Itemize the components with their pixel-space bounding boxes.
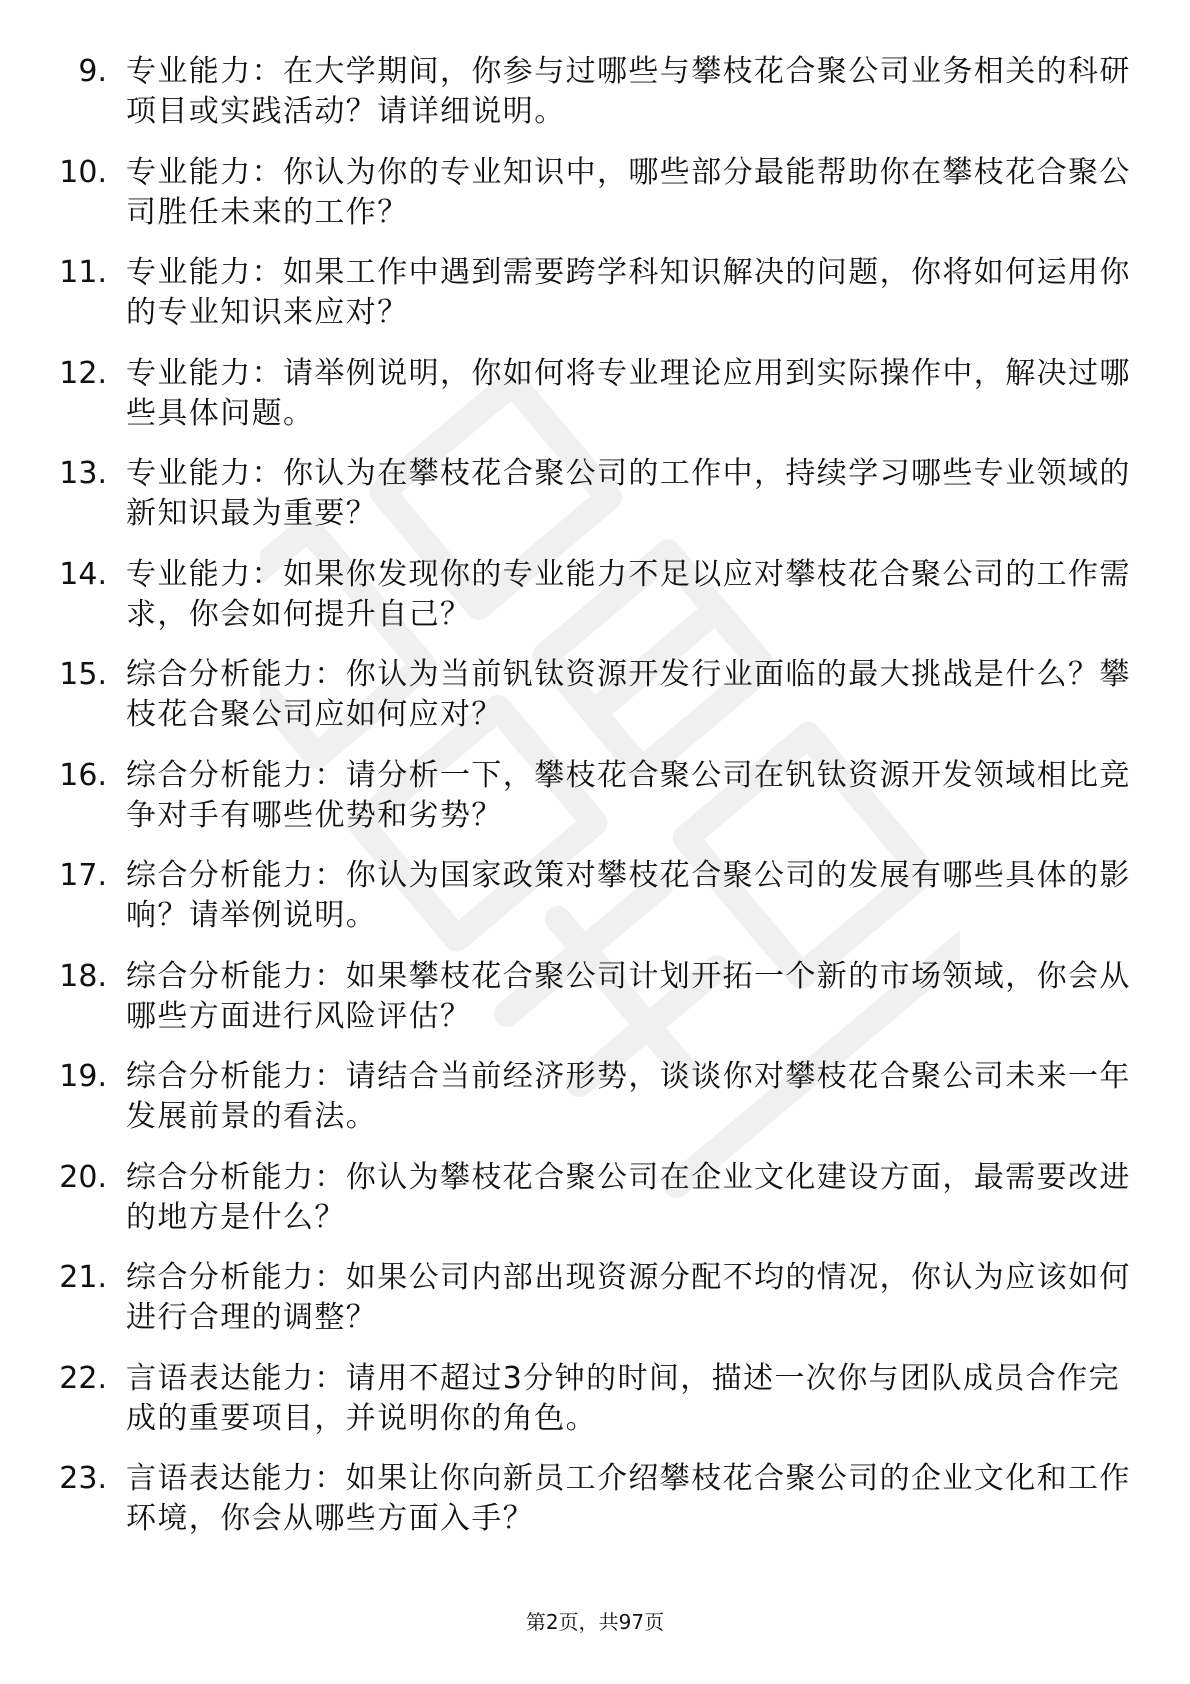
- question-text: 综合分析能力：你认为国家政策对攀枝花合聚公司的发展有哪些具体的影响？请举例说明。: [126, 858, 1131, 933]
- question-number: 22.: [59, 1360, 107, 1396]
- question-item: [0, 856, 1190, 957]
- question-item: [0, 1258, 1190, 1359]
- question-item: [0, 354, 1190, 455]
- question-item: [0, 555, 1190, 656]
- question-item: [0, 1057, 1190, 1158]
- question-number: 20.: [59, 1159, 107, 1195]
- question-text: 专业能力：如果你发现你的专业能力不足以应对攀枝花合聚公司的工作需求，你会如何提升自己？: [126, 556, 1131, 632]
- question-item: [0, 1158, 1190, 1259]
- question-text: 综合分析能力：请分析一下，攀枝花合聚公司在钒钛资源开发领域相比竞争对手有哪些优势和劣势？: [126, 757, 1131, 833]
- question-number: 13.: [59, 456, 107, 491]
- question-number: 16.: [59, 757, 107, 793]
- question-text: 专业能力：你认为你的专业知识中，哪些部分最能帮助你在攀枝花合聚公司胜任未来的工作？: [126, 154, 1131, 230]
- question-item: [0, 253, 1190, 354]
- question-number: 21.: [59, 1260, 107, 1295]
- question-item: [0, 454, 1190, 555]
- question-text: 综合分析能力：你认为攀枝花合聚公司在企业文化建设方面，最需要改进的地方是什么？: [126, 1159, 1131, 1235]
- question-number: 17.: [59, 858, 107, 893]
- question-text: 综合分析能力：如果攀枝花合聚公司计划开拓一个新的市场领域，你会从哪些方面进行风险评估？: [126, 958, 1131, 1034]
- question-text: 言语表达能力：如果让你向新员工介绍攀枝花合聚公司的企业文化和工作环境，你会从哪些方面入手？: [126, 1461, 1131, 1536]
- question-number: 15.: [59, 657, 107, 692]
- question-number: 14.: [59, 556, 107, 592]
- question-number: 10.: [59, 154, 107, 190]
- question-number: 11.: [59, 255, 107, 290]
- question-item: [0, 655, 1190, 756]
- question-number: 23.: [59, 1461, 107, 1496]
- question-text: 综合分析能力：如果公司内部出现资源分配不均的情况，你认为应该如何进行合理的调整？: [126, 1260, 1131, 1335]
- question-text: 专业能力：请举例说明，你如何将专业理论应用到实际操作中，解决过哪些具体问题。: [126, 355, 1131, 431]
- question-number: 19.: [59, 1059, 107, 1094]
- page-number-footer: 第2页，共97页: [525, 1610, 665, 1634]
- question-number: 12.: [59, 355, 107, 391]
- question-text: 言语表达能力：请用不超过3分钟的时间，描述一次你与团队成员合作完成的重要项目，并说明你的角色。: [126, 1360, 1120, 1436]
- question-item: [0, 1359, 1190, 1460]
- question-list: [0, 52, 1190, 1560]
- question-text: 专业能力：在大学期间，你参与过哪些与攀枝花合聚公司业务相关的科研项目或实践活动？请详细说明。: [126, 54, 1131, 129]
- question-text: 专业能力：你认为在攀枝花合聚公司的工作中，持续学习哪些专业领域的新知识最为重要？: [126, 456, 1131, 531]
- question-number: 9.: [78, 54, 107, 89]
- question-text: 综合分析能力：你认为当前钒钛资源开发行业面临的最大挑战是什么？攀枝花合聚公司应如何应对？: [126, 657, 1131, 732]
- question-item: [0, 1459, 1190, 1560]
- question-item: [0, 957, 1190, 1058]
- question-item: [0, 52, 1190, 153]
- question-text: 专业能力：如果工作中遇到需要跨学科知识解决的问题，你将如何运用你的专业知识来应对？: [126, 255, 1131, 330]
- question-number: 18.: [59, 958, 107, 994]
- question-item: [0, 153, 1190, 254]
- question-item: [0, 756, 1190, 857]
- question-text: 综合分析能力：请结合当前经济形势，谈谈你对攀枝花合聚公司未来一年发展前景的看法。: [126, 1059, 1131, 1134]
